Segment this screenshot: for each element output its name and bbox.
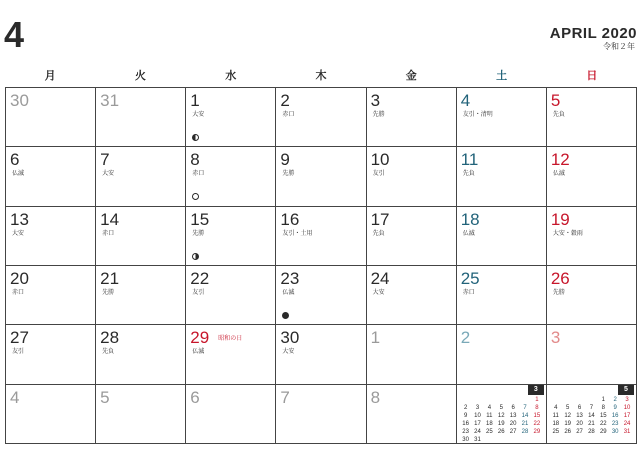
mini-day: 28 (588, 428, 595, 435)
day-cell[interactable] (276, 385, 366, 444)
day-cell[interactable] (6, 207, 96, 266)
mini-day (507, 397, 519, 404)
day-number: 9 (280, 150, 290, 170)
day-cell[interactable] (276, 325, 366, 384)
day-cell[interactable] (457, 325, 547, 384)
mini-day: 20 (509, 420, 517, 427)
day-number: 25 (460, 268, 480, 288)
mini-day: 31 (623, 428, 631, 435)
mini-day: 9 (463, 412, 468, 419)
rokuyo-label: 赤口 (102, 230, 115, 237)
day-cell[interactable] (547, 266, 637, 325)
day-cell[interactable] (96, 385, 186, 444)
day-number: 22 (190, 268, 210, 288)
day-number: 26 (550, 268, 570, 288)
mini-day: 14 (521, 412, 529, 419)
rokuyo-label: 先勝 (552, 289, 565, 296)
mini-calendar-badge: 3 (528, 385, 544, 395)
day-number: 7 (100, 150, 110, 170)
day-number: 13 (10, 209, 29, 229)
mini-day: 11 (552, 412, 559, 419)
day-cell[interactable] (367, 147, 457, 206)
day-number: 8 (370, 387, 381, 407)
day-cell[interactable] (186, 147, 276, 206)
mini-day: 5 (565, 404, 570, 411)
mini-day: 20 (576, 420, 583, 427)
day-number: 6 (190, 387, 200, 407)
day-cell[interactable] (367, 385, 457, 444)
day-cell[interactable] (6, 385, 96, 444)
mini-day (472, 397, 484, 404)
mini-day (483, 397, 495, 404)
day-cell[interactable] (457, 88, 547, 147)
mini-day: 19 (564, 420, 571, 427)
weekday-fri: 金 (405, 70, 417, 82)
mini-day: 21 (588, 420, 595, 427)
rokuyo-label: 仏滅 (552, 171, 565, 178)
mini-day: 13 (576, 412, 583, 419)
mini-day: 4 (554, 404, 558, 411)
day-cell[interactable] (457, 207, 547, 266)
mini-day: 28 (521, 428, 529, 435)
day-number: 14 (100, 209, 120, 229)
mini-day (495, 397, 507, 404)
day-cell[interactable] (457, 147, 547, 206)
day-number: 30 (280, 328, 300, 348)
day-cell[interactable] (6, 88, 96, 147)
rokuyo-label: 赤口 (282, 112, 295, 118)
mini-day (460, 397, 472, 404)
day-number: 8 (190, 150, 200, 170)
mini-calendar-days (460, 397, 543, 444)
day-cell[interactable] (186, 385, 276, 444)
mini-day: 25 (486, 428, 493, 435)
day-number: 5 (550, 91, 561, 110)
rokuyo-label: 友引・清明 (462, 112, 493, 118)
day-cell[interactable] (276, 266, 366, 325)
holiday-label: 昭和の日 (218, 336, 243, 343)
mini-day: 23 (611, 420, 619, 427)
day-cell[interactable] (6, 147, 96, 206)
day-number: 2 (280, 91, 290, 110)
month-title: APRIL 2020 (549, 25, 637, 42)
day-cell[interactable] (547, 325, 637, 384)
mini-day (483, 437, 495, 444)
mini-day: 3 (625, 396, 629, 403)
mini-day: 27 (509, 428, 517, 435)
month-number: 4 (4, 14, 25, 55)
mini-day: 19 (497, 420, 505, 427)
day-number: 12 (550, 150, 570, 170)
rokuyo-label: 先勝 (282, 171, 295, 178)
day-cell[interactable] (367, 88, 457, 147)
mini-day (519, 397, 531, 404)
rokuyo-label: 大安 (102, 171, 115, 178)
rokuyo-label: 先負 (372, 230, 385, 237)
day-cell[interactable] (96, 207, 186, 266)
day-cell[interactable] (547, 147, 637, 206)
day-number: 29 (190, 328, 210, 348)
day-cell[interactable] (367, 325, 457, 384)
mini-day (550, 397, 562, 404)
day-number: 15 (190, 209, 210, 229)
day-number: 23 (280, 268, 300, 288)
mini-day: 17 (474, 420, 481, 427)
mini-day: 5 (499, 404, 503, 411)
rokuyo-label: 先勝 (372, 112, 385, 118)
rokuyo-label: 友引 (192, 289, 205, 296)
day-number: 18 (460, 209, 480, 229)
mini-day: 30 (611, 428, 619, 435)
mini-day (531, 437, 543, 444)
mini-day: 4 (487, 404, 492, 411)
day-cell[interactable] (96, 147, 186, 206)
day-cell[interactable] (96, 325, 186, 384)
day-number: 3 (550, 328, 561, 348)
weekday-thu: 木 (315, 70, 327, 82)
mini-day: 26 (497, 428, 505, 435)
full-moon-icon (192, 193, 199, 200)
day-cell[interactable] (276, 147, 366, 206)
weekday-wed: 水 (225, 70, 237, 82)
day-cell[interactable] (547, 88, 637, 147)
mini-day: 24 (474, 428, 481, 435)
mini-day: 31 (474, 436, 481, 443)
day-number: 3 (370, 91, 381, 110)
day-number: 19 (550, 209, 570, 229)
rokuyo-label: 先負 (102, 349, 115, 356)
mini-day: 13 (509, 412, 517, 419)
day-number: 28 (100, 328, 120, 348)
rokuyo-label: 大安・穀雨 (552, 230, 583, 237)
mini-day (585, 397, 597, 404)
mini-day: 15 (533, 412, 541, 419)
day-number: 11 (460, 150, 479, 170)
day-cell[interactable] (276, 88, 366, 147)
day-cell[interactable] (547, 207, 637, 266)
rokuyo-label: 友引 (372, 171, 385, 178)
mini-day: 23 (462, 428, 469, 435)
day-number: 5 (100, 387, 110, 407)
last-moon-icon (192, 134, 199, 141)
mini-day: 11 (486, 412, 493, 419)
mini-day: 25 (552, 428, 560, 435)
day-cell[interactable] (367, 207, 457, 266)
day-cell[interactable] (457, 266, 547, 325)
first-moon-icon (192, 253, 199, 260)
mini-day: 22 (599, 420, 607, 427)
day-cell[interactable] (96, 266, 186, 325)
day-number: 4 (460, 91, 471, 110)
day-number: 6 (10, 150, 20, 170)
day-number: 17 (370, 209, 390, 229)
rokuyo-label: 大安 (192, 112, 205, 118)
day-number: 27 (10, 328, 29, 348)
mini-day: 10 (474, 412, 481, 419)
mini-day: 26 (564, 428, 571, 435)
rokuyo-label: 先勝 (102, 289, 115, 296)
mini-calendar-may (547, 385, 637, 444)
day-number: 31 (100, 91, 120, 110)
day-cell[interactable] (186, 207, 276, 266)
mini-day: 18 (486, 420, 493, 427)
mini-day: 9 (613, 404, 617, 411)
mini-day (562, 397, 574, 404)
new-moon-icon (282, 312, 289, 319)
rokuyo-label: 大安 (282, 349, 295, 356)
mini-day: 12 (497, 412, 505, 419)
day-number: 21 (100, 268, 120, 288)
rokuyo-label: 先負 (552, 112, 565, 118)
mini-day: 7 (523, 404, 527, 411)
mini-day: 16 (611, 412, 619, 419)
mini-day: 29 (599, 428, 607, 435)
weekday-mon: 月 (44, 70, 56, 82)
rokuyo-label: 赤口 (192, 171, 205, 178)
mini-day: 8 (535, 404, 539, 411)
mini-calendar-badge: 5 (618, 385, 634, 395)
mini-day: 1 (535, 396, 539, 403)
rokuyo-label: 仏滅 (462, 230, 475, 237)
weekday-sun: 日 (586, 70, 598, 82)
mini-day (495, 437, 507, 444)
rokuyo-label: 友引 (12, 349, 25, 356)
day-cell[interactable] (186, 88, 276, 147)
day-cell[interactable] (96, 88, 186, 147)
rokuyo-label: 仏滅 (282, 289, 295, 296)
mini-day: 17 (623, 412, 631, 419)
mini-day: 8 (601, 404, 605, 411)
day-number: 1 (370, 328, 381, 348)
mini-day: 6 (577, 404, 582, 411)
day-number: 20 (10, 268, 29, 288)
mini-day: 22 (533, 420, 541, 427)
rokuyo-label: 先勝 (192, 230, 205, 237)
day-number: 7 (280, 387, 290, 407)
mini-day: 30 (462, 436, 469, 443)
day-number: 16 (280, 209, 300, 229)
mini-day: 29 (533, 428, 541, 435)
era-label: 令和２年 (603, 42, 635, 51)
day-cell[interactable] (6, 325, 96, 384)
mini-day (574, 397, 586, 404)
mini-day (519, 437, 531, 444)
day-number: 4 (10, 387, 20, 407)
mini-day (507, 437, 519, 444)
day-cell[interactable] (367, 266, 457, 325)
mini-day: 7 (589, 404, 594, 411)
rokuyo-label: 仏滅 (192, 349, 205, 356)
rokuyo-label: 赤口 (12, 289, 25, 296)
weekday-tue: 火 (134, 70, 146, 82)
mini-day: 2 (463, 404, 468, 411)
mini-calendar-march (457, 385, 547, 444)
mini-day: 18 (552, 420, 560, 427)
calendar-grid (5, 87, 637, 444)
mini-day: 15 (599, 412, 607, 419)
day-cell[interactable] (186, 266, 276, 325)
mini-calendar-days (550, 397, 633, 437)
day-number: 10 (370, 150, 390, 170)
mini-day: 10 (623, 404, 631, 411)
mini-day: 1 (601, 396, 605, 403)
rokuyo-label: 大安 (12, 230, 25, 237)
day-cell[interactable] (186, 325, 276, 384)
mini-day: 27 (576, 428, 583, 435)
rokuyo-label: 友引・土用 (282, 230, 313, 237)
mini-day: 24 (623, 420, 631, 427)
day-number: 24 (370, 268, 390, 288)
rokuyo-label: 先負 (462, 171, 475, 178)
rokuyo-label: 赤口 (462, 289, 475, 296)
rokuyo-label: 大安 (372, 289, 385, 296)
day-cell[interactable] (276, 207, 366, 266)
mini-day: 3 (475, 404, 480, 411)
mini-day: 16 (462, 420, 469, 427)
rokuyo-label: 仏滅 (12, 171, 25, 178)
mini-day: 2 (613, 396, 617, 403)
day-cell[interactable] (6, 266, 96, 325)
day-number: 1 (190, 91, 200, 110)
mini-day: 6 (511, 404, 515, 411)
mini-day: 14 (588, 412, 595, 419)
weekday-header (5, 69, 637, 84)
day-number: 30 (10, 91, 29, 110)
weekday-sat: 土 (496, 70, 508, 82)
day-number: 2 (460, 328, 471, 348)
mini-day: 12 (564, 412, 571, 419)
mini-day: 21 (521, 420, 529, 427)
